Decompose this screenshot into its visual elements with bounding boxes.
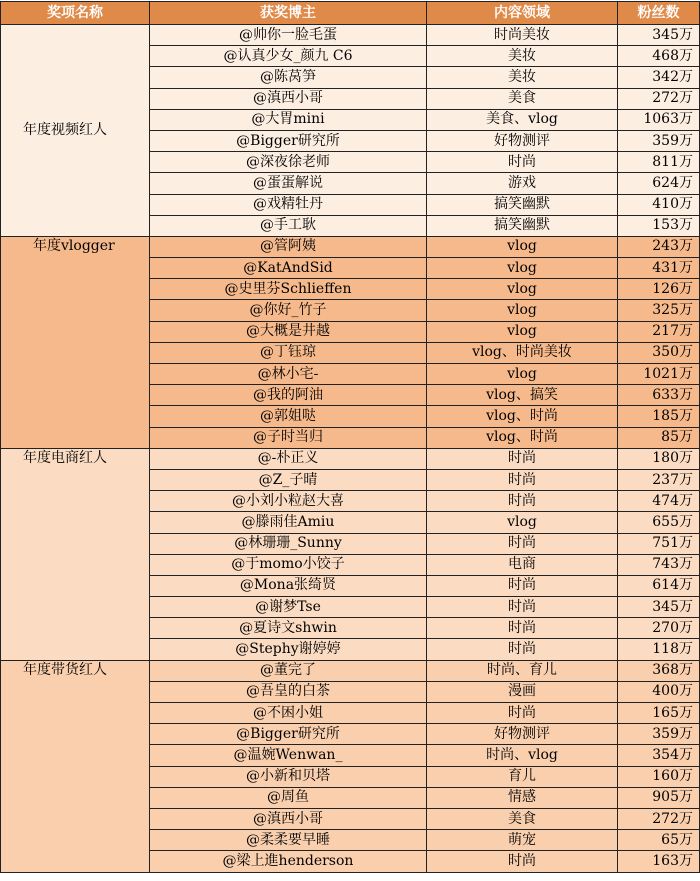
fans-cell: 325万 (618, 300, 700, 321)
blogger-cell: @子时当归 (150, 427, 427, 448)
header-domain: 内容领域 (427, 2, 618, 25)
award-name-cell: 年度视频红人 (1, 25, 150, 237)
blogger-cell: @认真少女_颜九 C6 (150, 46, 427, 67)
fans-cell: 345万 (618, 25, 700, 46)
domain-cell: 搞笑幽默 (427, 194, 618, 215)
domain-cell: 时尚、育儿 (427, 660, 618, 681)
blogger-cell: @丁钰琼 (150, 342, 427, 363)
fans-cell: 272万 (618, 88, 700, 109)
header-row (1, 2, 700, 25)
domain-cell: 时尚 (427, 618, 618, 639)
table-row (1, 236, 700, 257)
blogger-cell: @滕雨佳Amiu (150, 512, 427, 533)
blogger-cell: @夏诗文shwin (150, 618, 427, 639)
blogger-cell: @柔柔要早睡 (150, 830, 427, 851)
blogger-cell: @Z_子晴 (150, 469, 427, 490)
domain-cell: 时尚美妆 (427, 25, 618, 46)
blogger-cell: @小新和贝塔 (150, 766, 427, 787)
fans-cell: 811万 (618, 152, 700, 173)
domain-cell: vlog (427, 258, 618, 279)
blogger-cell: @帅你一脸毛蛋 (150, 25, 427, 46)
domain-cell: vlog (427, 321, 618, 342)
domain-cell: 时尚 (427, 533, 618, 554)
blogger-cell: @滇西小哥 (150, 88, 427, 109)
fans-cell: 431万 (618, 258, 700, 279)
award-name-cell: 年度vlogger (1, 236, 150, 448)
domain-cell: 时尚 (427, 448, 618, 469)
blogger-cell: @不困小姐 (150, 703, 427, 724)
domain-cell: vlog (427, 236, 618, 257)
domain-cell: 萌宠 (427, 830, 618, 851)
fans-cell: 153万 (618, 215, 700, 236)
blogger-cell: @董完了 (150, 660, 427, 681)
blogger-cell: @陈莴笋 (150, 67, 427, 88)
domain-cell: 时尚 (427, 851, 618, 872)
blogger-cell: @吾皇的白茶 (150, 681, 427, 702)
domain-cell: 时尚 (427, 491, 618, 512)
fans-cell: 468万 (618, 46, 700, 67)
fans-cell: 272万 (618, 808, 700, 829)
blogger-cell: @-朴正义 (150, 448, 427, 469)
award-name-cell: 年度电商红人 (1, 448, 150, 660)
fans-cell: 243万 (618, 236, 700, 257)
fans-cell: 180万 (618, 448, 700, 469)
blogger-cell: @Stephy谢婷婷 (150, 639, 427, 660)
header-award: 奖项名称 (1, 2, 150, 25)
fans-cell: 160万 (618, 766, 700, 787)
domain-cell: vlog (427, 512, 618, 533)
fans-cell: 474万 (618, 491, 700, 512)
domain-cell: 时尚、vlog (427, 745, 618, 766)
domain-cell: 时尚 (427, 703, 618, 724)
table-row (1, 448, 700, 469)
blogger-cell: @管阿姨 (150, 236, 427, 257)
fans-cell: 1021万 (618, 364, 700, 385)
blogger-cell: @大胃mini (150, 109, 427, 130)
domain-cell: 时尚 (427, 152, 618, 173)
blogger-cell: @Bigger研究所 (150, 130, 427, 151)
fans-cell: 655万 (618, 512, 700, 533)
fans-cell: 633万 (618, 385, 700, 406)
fans-cell: 354万 (618, 745, 700, 766)
table-row (1, 25, 700, 46)
fans-cell: 359万 (618, 130, 700, 151)
blogger-cell: @深夜徐老师 (150, 152, 427, 173)
domain-cell: vlog、时尚美妆 (427, 342, 618, 363)
blogger-cell: @我的阿油 (150, 385, 427, 406)
blogger-cell: @KatAndSid (150, 258, 427, 279)
domain-cell: 时尚 (427, 575, 618, 596)
domain-cell: 美食、vlog (427, 109, 618, 130)
fans-cell: 270万 (618, 618, 700, 639)
domain-cell: vlog (427, 279, 618, 300)
blogger-cell: @滇西小哥 (150, 808, 427, 829)
table-row (1, 660, 700, 681)
award-table (0, 1, 700, 873)
blogger-cell: @周鱼 (150, 787, 427, 808)
domain-cell: 时尚 (427, 639, 618, 660)
domain-cell: 美食 (427, 808, 618, 829)
fans-cell: 624万 (618, 173, 700, 194)
award-name-cell: 年度带货红人 (1, 660, 150, 872)
domain-cell: 美食 (427, 88, 618, 109)
blogger-cell: @林小宅- (150, 364, 427, 385)
fans-cell: 85万 (618, 427, 700, 448)
blogger-cell: @手工耿 (150, 215, 427, 236)
domain-cell: 游戏 (427, 173, 618, 194)
domain-cell: 育儿 (427, 766, 618, 787)
domain-cell: 美妆 (427, 67, 618, 88)
domain-cell: vlog、时尚 (427, 427, 618, 448)
blogger-cell: @你好_竹子 (150, 300, 427, 321)
blogger-cell: @蛋蛋解说 (150, 173, 427, 194)
fans-cell: 743万 (618, 554, 700, 575)
fans-cell: 342万 (618, 67, 700, 88)
domain-cell: 搞笑幽默 (427, 215, 618, 236)
blogger-cell: @郭姐哒 (150, 406, 427, 427)
domain-cell: vlog、搞笑 (427, 385, 618, 406)
fans-cell: 905万 (618, 787, 700, 808)
domain-cell: 情感 (427, 787, 618, 808)
fans-cell: 165万 (618, 703, 700, 724)
fans-cell: 237万 (618, 469, 700, 490)
fans-cell: 368万 (618, 660, 700, 681)
domain-cell: 时尚 (427, 597, 618, 618)
table-body (1, 25, 700, 873)
blogger-cell: @林珊珊_Sunny (150, 533, 427, 554)
fans-cell: 163万 (618, 851, 700, 872)
fans-cell: 359万 (618, 724, 700, 745)
domain-cell: vlog、时尚 (427, 406, 618, 427)
fans-cell: 1063万 (618, 109, 700, 130)
blogger-cell: @Bigger研究所 (150, 724, 427, 745)
fans-cell: 126万 (618, 279, 700, 300)
domain-cell: 漫画 (427, 681, 618, 702)
blogger-cell: @梁上進henderson (150, 851, 427, 872)
blogger-cell: @大概是井越 (150, 321, 427, 342)
domain-cell: 时尚 (427, 469, 618, 490)
fans-cell: 118万 (618, 639, 700, 660)
domain-cell: 美妆 (427, 46, 618, 67)
fans-cell: 217万 (618, 321, 700, 342)
blogger-cell: @温婉Wenwan_ (150, 745, 427, 766)
fans-cell: 410万 (618, 194, 700, 215)
domain-cell: 好物测评 (427, 724, 618, 745)
blogger-cell: @谢梦Tse (150, 597, 427, 618)
blogger-cell: @史里芬Schlieffen (150, 279, 427, 300)
blogger-cell: @小刘小粒赵大喜 (150, 491, 427, 512)
fans-cell: 350万 (618, 342, 700, 363)
fans-cell: 345万 (618, 597, 700, 618)
blogger-cell: @于momo小饺子 (150, 554, 427, 575)
header-blogger: 获奖博主 (150, 2, 427, 25)
header-fans: 粉丝数 (618, 2, 700, 25)
domain-cell: vlog (427, 300, 618, 321)
fans-cell: 185万 (618, 406, 700, 427)
blogger-cell: @戏精牡丹 (150, 194, 427, 215)
domain-cell: vlog (427, 364, 618, 385)
fans-cell: 614万 (618, 575, 700, 596)
fans-cell: 400万 (618, 681, 700, 702)
blogger-cell: @Mona张绮贤 (150, 575, 427, 596)
domain-cell: 电商 (427, 554, 618, 575)
fans-cell: 65万 (618, 830, 700, 851)
domain-cell: 好物测评 (427, 130, 618, 151)
fans-cell: 751万 (618, 533, 700, 554)
